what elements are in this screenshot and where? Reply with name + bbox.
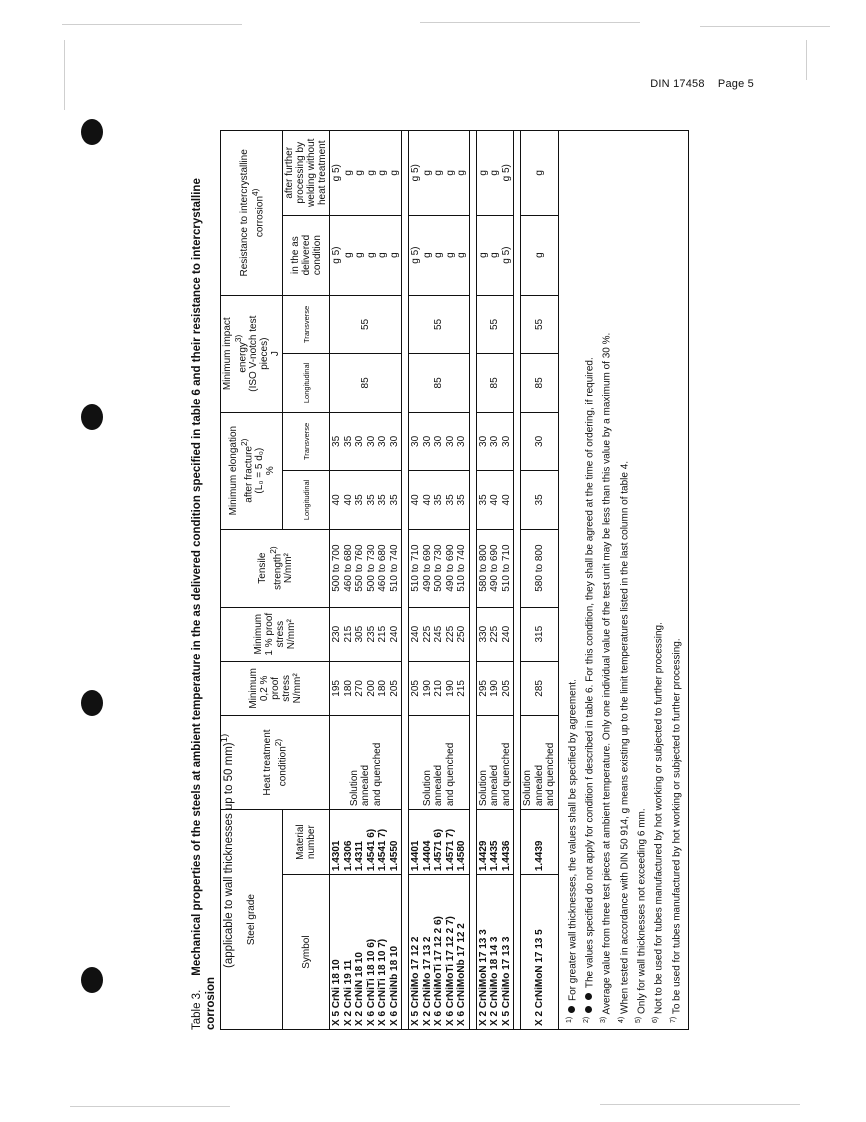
spacer-cell [469,131,476,1030]
header-steel-grade: Steel grade [221,810,283,1030]
elongation-longitudinal-value: 35 [365,494,377,506]
proof-stress-02-value: 270 [354,680,366,697]
elongation-longitudinal-value: 40 [410,494,422,506]
resistance-as-delivered-value: g 5) [500,246,512,264]
elongation-formula: (L₀ = 5 d₀) [253,447,265,494]
heat-treatment [476,715,514,809]
impact-longitudinal: 85 [330,354,402,412]
footnote-ref: 4) [249,188,260,196]
heat-treatment-value: Solution [477,770,489,807]
resistance-after-processing-value: g 5) [331,164,343,182]
resistance-after-processing-value: g [433,170,445,176]
footnote-text: Only for wall thicknesses not exceeding 6 mm. [636,808,648,1017]
header-resistance-text: Resistance to intercrystalline corrosion [238,149,265,277]
footnote [580,137,597,1023]
material-number-value: 1.4404 [421,840,433,872]
proof-stress-02-value: 205 [500,680,512,697]
header-elongation-text: Minimum elongation after fracture [227,425,254,516]
proof-stress-02-value: 180 [342,680,354,697]
material-number [409,810,470,875]
table-row-group [521,131,559,1030]
spacer-cell [514,131,521,1030]
tensile-strength-value: 510 to 740 [456,544,468,592]
elongation-longitudinal-value: 35 [377,494,389,506]
group-spacer [514,131,521,1030]
elongation-transverse-value: 30 [354,435,366,447]
resistance-after-processing-value: g [354,170,366,176]
proof-stress-1-value: 215 [342,625,354,643]
elongation-transverse-value: 30 [365,435,377,447]
elongation-longitudinal-value: 35 [388,494,400,506]
unit-label: N/mm² [291,673,303,704]
resistance-as-delivered-value: g [377,252,389,258]
footnote [597,137,614,1023]
punch-hole [81,404,103,430]
proof-stress-02-value: 200 [365,680,377,697]
steel-symbol [409,875,470,1030]
elongation-transverse-value: 30 [444,435,456,447]
header-impact-transverse: Transverse [283,295,330,353]
tensile-strength-value: 550 to 760 [354,544,366,592]
tensile-strength [476,529,514,607]
elongation-longitudinal-value: 35 [433,494,445,506]
scan-edge-line [700,26,830,27]
steel-symbol-value: X 5 CrNiMo 17 13 3 [500,936,512,1026]
header-tensile [221,529,330,607]
footnote-text: When tested in accordance with DIN 50 914, g means existing up to the limit temperatures listed in the last column of table 4. [619,460,631,1017]
tensile-strength-value: 500 to 730 [433,544,445,592]
proof-stress-1 [476,607,514,661]
unit-label: N/mm² [286,619,298,650]
elongation-longitudinal-value: 40 [331,494,343,506]
impact-transverse: 55 [409,295,470,353]
table-body [330,131,559,1030]
footnote-number: 3) [600,1016,608,1023]
table-subtitle-text: (applicable to wall thicknesses up to 50 mm) [222,742,235,968]
material-number-value: 1.4301 [331,840,343,872]
spacer-cell [402,131,409,1030]
proof-stress-1-value: 225 [444,625,456,643]
elongation-transverse-value: 30 [410,435,422,447]
elongation-transverse-value: 30 [388,435,400,447]
elongation-transverse-value: 30 [533,435,545,447]
group-spacer [402,131,409,1030]
tensile-strength-value: 460 to 680 [377,544,389,592]
resistance-as-delivered [521,215,559,295]
rotated-table-container [190,130,820,1030]
resistance-as-delivered-value: g [456,252,468,258]
elongation-transverse-value: 30 [421,435,433,447]
header-proof-02 [221,661,330,715]
header-as-delivered: in the as delivered condition [283,215,330,295]
group-spacer [469,131,476,1030]
header-material-number: Material number [283,810,330,875]
resistance-after-processing [409,131,470,216]
elongation-longitudinal-value: 40 [342,494,354,506]
steel-symbol-value: X 2 CrNiMo 18 14 3 [489,936,501,1026]
impact-transverse: 55 [521,295,559,353]
footnote-text: Not to be used for tubes manufactured by hot working or subjected to further processing. [653,622,665,1017]
elongation-transverse-value: 30 [456,435,468,447]
resistance-as-delivered-value: g 5) [410,246,422,264]
material-number [476,810,514,875]
proof-stress-1-value: 240 [500,625,512,643]
elongation-longitudinal-value: 40 [500,494,512,506]
heat-treatment-value: Solution [421,770,433,807]
resistance-after-processing-value: g [388,170,400,176]
proof-stress-1-value: 225 [421,625,433,643]
tensile-strength-value: 580 to 800 [477,544,489,592]
page-header [640,78,754,90]
steel-symbol-value: X 2 CrNiMo 17 13 2 [421,936,433,1026]
elongation-transverse-value: 30 [477,435,489,447]
steel-symbol-value: X 6 CrNiTi 18 10 7) [377,938,389,1026]
tensile-strength-value: 490 to 690 [444,544,456,592]
punch-hole [81,119,103,145]
resistance-as-delivered-value: g [354,252,366,258]
footnote-ref: 2) [238,438,249,446]
material-number [521,810,559,875]
resistance-as-delivered [409,215,470,295]
steel-symbol-value: X 6 CrNiTi 18 10 6) [365,938,377,1026]
table-row-group [409,131,470,1030]
header-impact-text: Minimum impact energy [222,317,249,391]
material-number-value: 1.4550 [388,840,400,872]
material-number-value: 1.4571 6) [433,828,445,872]
material-number-value: 1.4541 7) [377,828,389,872]
bullet-dot-icon [585,1006,592,1013]
elongation-longitudinal-value: 35 [533,494,545,506]
header-elong-longitudinal: Longitudinal [283,471,330,529]
impact-longitudinal: 85 [476,354,514,412]
material-number-value: 1.4401 [410,840,422,872]
resistance-after-processing [521,131,559,216]
tensile-strength-value: 580 to 800 [533,544,545,592]
resistance-as-delivered-value: g [489,252,501,258]
scan-edge-line [420,22,640,23]
proof-stress-02-value: 180 [377,680,389,697]
footnote-number: 5) [635,1016,643,1023]
footnote [615,137,632,1023]
proof-stress-1-value: 240 [410,625,422,643]
resistance-as-delivered-value: g [433,252,445,258]
footnote-text: To be used for tubes manufactured by hot working or subjected to further processing. [671,638,683,1017]
properties-table [220,130,559,1030]
tensile-strength-value: 510 to 710 [410,544,422,592]
tensile-strength [521,529,559,607]
scan-edge-line [600,1104,800,1105]
footnote [667,137,684,1023]
elongation-longitudinal [409,471,470,529]
material-number-value: 1.4429 [477,840,489,872]
footnote [632,137,649,1023]
heat-treatment-value: and quenched [500,742,512,807]
punch-hole [81,967,103,993]
resistance-after-processing-value: g [456,170,468,176]
elongation-longitudinal-value: 35 [456,494,468,506]
header-resistance [221,131,283,296]
elongation-longitudinal [476,471,514,529]
resistance-after-processing-value: g 5) [410,164,422,182]
resistance-after-processing-value: g [477,170,489,176]
resistance-as-delivered-value: g [477,252,489,258]
elongation-longitudinal [330,471,402,529]
proof-stress-1-value: 230 [331,625,343,643]
elongation-transverse-value: 35 [342,435,354,447]
tensile-strength [330,529,402,607]
proof-stress-1 [409,607,470,661]
resistance-as-delivered-value: g [421,252,433,258]
resistance-as-delivered-value: g [388,252,400,258]
heat-treatment-value: and quenched [371,742,383,807]
footnote-ref: 1) [219,733,230,743]
material-number-value: 1.4306 [342,840,354,872]
proof-stress-02-value: 210 [433,680,445,697]
elongation-transverse-value: 30 [500,435,512,447]
resistance-after-processing [330,131,402,216]
resistance-after-processing-value: g [533,170,545,176]
resistance-after-processing [476,131,514,216]
steel-symbol-value: X 2 CrNiMoN 17 13 3 [477,929,489,1026]
elongation-transverse [521,412,559,470]
footnote-ref: 3) [233,334,243,343]
footnote-number: 4) [617,1016,625,1023]
tensile-strength-value: 500 to 700 [331,544,343,592]
heat-treatment-value: Solution [348,770,360,807]
proof-stress-02-value: 195 [331,680,343,697]
unit-label: % [264,466,276,476]
scan-edge-line [64,40,65,110]
resistance-after-processing-value: g [365,170,377,176]
footnote-ref: 2) [267,546,278,554]
steel-symbol-value: X 5 CrNiMo 17 12 2 [410,936,422,1026]
proof-stress-02-value: 215 [456,680,468,697]
steel-symbol-value: X 2 CrNiMoN 17 13 5 [533,929,545,1026]
material-number-value: 1.4571 7) [444,828,456,872]
footnote-number: 2) [583,1016,591,1023]
impact-transverse: 55 [476,295,514,353]
header-heat-treatment-text: Heat treatment condition [262,729,289,796]
footnote-number: 6) [652,1016,660,1023]
impact-subtitle: (ISO V-notch test pieces) [248,315,271,392]
scan-edge-line [806,40,807,80]
proof-stress-1-value: 215 [377,625,389,643]
tensile-strength-value: 510 to 710 [500,544,512,592]
heat-treatment-value: annealed [489,764,501,807]
table-title [190,130,235,1030]
proof-stress-1-value: 240 [388,625,400,643]
footnotes [559,130,689,1030]
resistance-as-delivered [330,215,402,295]
elongation-transverse [476,412,514,470]
resistance-after-processing-value: g [489,170,501,176]
elongation-transverse-value: 30 [489,435,501,447]
heat-treatment [409,715,470,809]
resistance-after-processing-value: g [342,170,354,176]
footnote-number: 1) [565,1016,573,1023]
punch-hole [81,690,103,716]
proof-stress-02 [409,661,470,715]
proof-stress-02 [330,661,402,715]
elongation-longitudinal-value: 35 [477,494,489,506]
header-after-processing: after further processing by welding without heat treatment [283,131,330,216]
header-impact-longitudinal: Longitudinal [283,354,330,412]
table-row-group [330,131,402,1030]
material-number [330,810,402,875]
heat-treatment-value: annealed [433,764,445,807]
proof-stress-1-value: 245 [433,625,445,643]
steel-symbol [476,875,514,1030]
steel-symbol-value: X 6 CrNiNb 18 10 [388,945,400,1026]
proof-stress-02-value: 205 [388,680,400,697]
steel-symbol-value: X 6 CrNiMoNb 17 12 2 [456,923,468,1026]
footnote [649,137,666,1023]
elongation-transverse-value: 30 [433,435,445,447]
heat-treatment-value: Solution [522,770,534,807]
elongation-transverse-value: 35 [331,435,343,447]
resistance-after-processing-value: g [421,170,433,176]
elongation-longitudinal [521,471,559,529]
footnote-text: The values specified do not apply for condition f described in table 6. For this condition, they shall be agreed at the time of ordering, if required. [584,357,596,991]
proof-stress-02-value: 285 [533,680,545,697]
header-symbol: Symbol [283,875,330,1030]
resistance-as-delivered-value: g 5) [331,246,343,264]
table-title-text: Mechanical properties of the steels at ambient temperature in the as delivered condition specified in table 6 and their resistance to intercrystalline corrosion [191,178,217,1030]
steel-symbol [521,875,559,1030]
impact-transverse: 55 [330,295,402,353]
steel-symbol-value: X 5 CrNi 18 10 [331,959,343,1026]
impact-longitudinal: 85 [409,354,470,412]
proof-stress-1-value: 305 [354,625,366,643]
header-heat-treatment [221,715,330,809]
heat-treatment-value: and quenched [545,742,557,807]
elongation-longitudinal-value: 40 [421,494,433,506]
resistance-as-delivered-value: g [342,252,354,258]
header-elongation [221,412,283,529]
proof-stress-02-value: 190 [421,680,433,697]
elongation-longitudinal-value: 40 [489,494,501,506]
resistance-as-delivered-value: g [444,252,456,258]
resistance-after-processing-value: g [377,170,389,176]
steel-symbol [330,875,402,1030]
footnote [563,137,580,1023]
proof-stress-02-value: 205 [410,680,422,697]
document-number: DIN 17458 [650,78,705,90]
resistance-after-processing-value: g 5) [500,164,512,182]
tensile-strength-value: 500 to 730 [365,544,377,592]
proof-stress-1 [521,607,559,661]
heat-treatment [521,715,559,809]
elongation-transverse [409,412,470,470]
proof-stress-02 [476,661,514,715]
scan-edge-line [70,1106,230,1107]
footnote-ref: 2) [273,738,283,747]
material-number-value: 1.4541 6) [365,828,377,872]
proof-stress-1-value: 315 [533,625,545,643]
unit-label: N/mm² [282,553,294,584]
proof-stress-02-value: 295 [477,680,489,697]
elongation-longitudinal-value: 35 [444,494,456,506]
heat-treatment-value: and quenched [444,742,456,807]
header-elong-transverse: Transverse [283,412,330,470]
material-number-value: 1.4580 [456,840,468,872]
proof-stress-02-value: 190 [444,680,456,697]
steel-symbol-value: X 6 CrNiMoTi 17 12 2 7) [444,916,456,1026]
table-label: Table 3. [191,989,203,1030]
material-number-value: 1.4311 [354,841,366,872]
page-number: Page 5 [717,78,754,90]
scan-edge-line [62,24,242,25]
heat-treatment-value: annealed [533,764,545,807]
proof-stress-02-value: 190 [489,680,501,697]
proof-stress-1 [330,607,402,661]
resistance-as-delivered [476,215,514,295]
resistance-as-delivered-value: g [365,252,377,258]
footnote-number: 7) [669,1016,677,1023]
table-row-group [476,131,514,1030]
material-number-value: 1.4436 [500,840,512,872]
header-proof-02-text: Minimum 0,2 % proof stress [247,668,292,709]
resistance-after-processing-value: g [444,170,456,176]
header-tensile-text: Tensile strength [256,552,283,590]
material-number-value: 1.4439 [533,840,545,872]
tensile-strength-value: 490 to 690 [421,544,433,592]
proof-stress-1-value: 235 [365,625,377,643]
resistance-as-delivered-value: g [533,252,545,258]
proof-stress-02 [521,661,559,715]
heat-treatment-value: annealed [360,764,372,807]
bullet-dot-icon [568,1006,575,1013]
impact-longitudinal: 85 [521,354,559,412]
header-impact [221,295,283,412]
tensile-strength-value: 460 to 680 [342,544,354,592]
header-proof-1 [221,607,330,661]
tensile-strength-value: 490 to 690 [489,544,501,592]
elongation-longitudinal-value: 35 [354,494,366,506]
steel-symbol-value: X 2 CrNi 19 11 [342,959,354,1026]
elongation-transverse [330,412,402,470]
heat-treatment [330,715,402,809]
proof-stress-1-value: 330 [477,625,489,643]
header-proof-1-text: Minimum 1 % proof stress [253,612,287,656]
footnote-text: For greater wall thicknesses, the values shall be specified by agreement. [567,679,579,1004]
proof-stress-1-value: 225 [489,625,501,643]
tensile-strength [409,529,470,607]
unit-label: J [270,351,282,357]
footnote-text: Average value from three test pieces at ambient temperature. Only one individual value of the test unit may be less than this value by a maximum of 30 %. [601,332,613,1017]
tensile-strength-value: 510 to 740 [388,544,400,592]
steel-symbol-value: X 2 CrNiN 18 10 [354,952,366,1026]
bullet-dot-icon [585,993,592,1000]
elongation-transverse-value: 30 [377,435,389,447]
steel-symbol-value: X 6 CrNiMoTi 17 12 2 6) [433,916,445,1026]
material-number-value: 1.4435 [489,840,501,872]
proof-stress-1-value: 250 [456,625,468,643]
